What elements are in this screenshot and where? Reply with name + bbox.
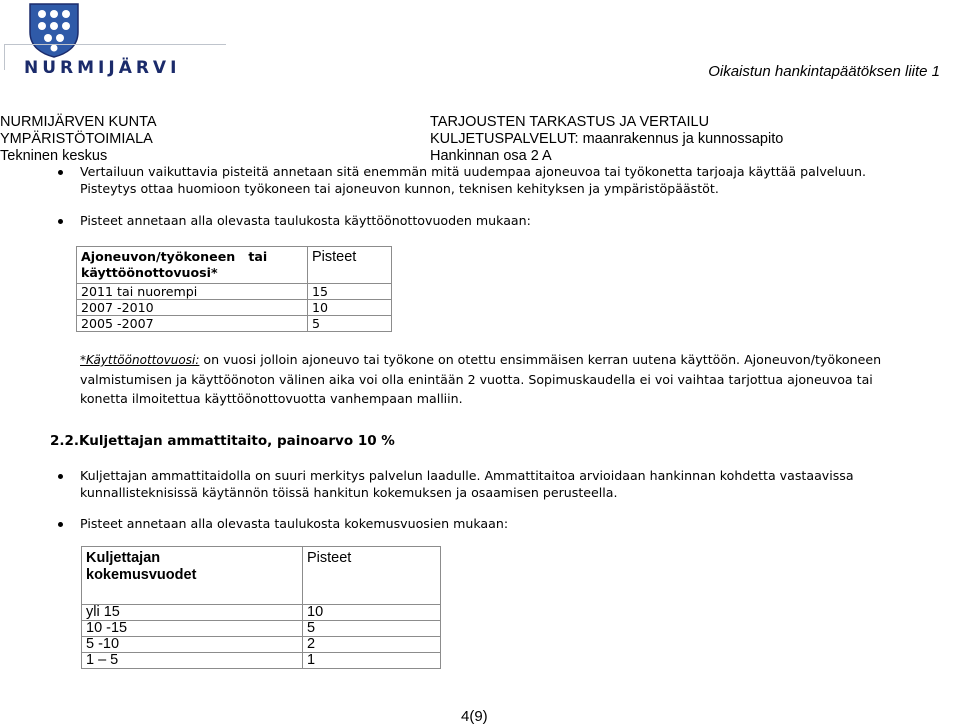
table-row	[82, 605, 441, 621]
document-annex-title: Oikaistun hankintapäätöksen liite 1	[708, 63, 940, 80]
org-name: NURMIJÄRVEN KUNTA	[0, 114, 157, 130]
section-number: 2.2.	[50, 433, 80, 449]
footnote-text: on vuosi jolloin ajoneuvo tai työkone on otettu ensimmäisen kerran uutena käyttöön. Ajoneuvon/työkoneen	[199, 352, 882, 367]
org-unit: Tekninen keskus	[0, 148, 108, 164]
paragraph-line: Pisteytys ottaa huomioon työkoneen tai ajoneuvon kunnon, teknisen kehityksen ja ympäristöpäästöt.	[80, 181, 719, 196]
section-title: Kuljettajan ammattitaito, painoarvo 10 %	[79, 433, 395, 449]
table-row	[77, 300, 392, 316]
paragraph-line: Kuljettajan ammattitaidolla on suuri merkitys palvelun laadulle. Ammattitaitoa arvioidaan hankinnan kohdetta vastaavissa	[80, 468, 854, 483]
table-cell: 10 -15	[82, 621, 303, 637]
table-header-cell	[82, 547, 303, 605]
header-text: kokemusvuodet	[86, 567, 197, 583]
paragraph-line: kunnallisteknisissä käytännön töissä hankitun kokemuksen ja osaamisen perusteella.	[80, 485, 618, 500]
table-cell: 10	[303, 605, 441, 621]
page-number: 4(9)	[461, 708, 488, 725]
driver-experience-points-table	[81, 546, 441, 669]
table-row	[82, 637, 441, 653]
vehicle-year-points-table	[76, 246, 392, 332]
bullet-dot	[58, 219, 63, 224]
footnote-label: *Käyttöönottovuosi:	[80, 353, 200, 367]
doc-title: TARJOUSTEN TARKASTUS JA VERTAILU	[430, 114, 710, 130]
paragraph-vehicle-age	[80, 163, 866, 197]
table-cell: 15	[308, 284, 392, 300]
table-cell: 5	[303, 621, 441, 637]
table-cell: 2	[303, 637, 441, 653]
paragraph-experience-intro: Pisteet annetaan alla olevasta taulukosta kokemusvuosien mukaan:	[80, 516, 509, 531]
table-cell: 5	[308, 316, 392, 332]
logo-wordmark: NURMIJÄRVI	[24, 58, 181, 78]
footnote-commissioning-year	[80, 350, 881, 408]
bullet-dot	[58, 170, 63, 175]
org-division: YMPÄRISTÖTOIMIALA	[0, 131, 153, 147]
table-row	[77, 284, 392, 300]
table-header-cell	[77, 247, 308, 284]
bullet-dot	[58, 474, 63, 479]
table-row	[82, 621, 441, 637]
section-heading	[50, 433, 395, 449]
bullet-dot	[58, 522, 63, 527]
nurmijarvi-logo	[4, 2, 226, 82]
table-header-cell: Pisteet	[303, 547, 441, 605]
table-header-row	[77, 247, 392, 284]
table-row	[82, 653, 441, 669]
coat-of-arms-icon	[28, 2, 80, 58]
header-text: Ajoneuvon/työkoneen tai	[81, 249, 268, 264]
table-header-row	[82, 547, 441, 605]
footnote-line: konetta ilmoitettua käyttöönottovuotta vanhempaan malliin.	[80, 391, 463, 406]
table-cell: 2007 -2010	[77, 300, 308, 316]
footnote-line: valmistumisen ja käyttöönoton välinen aika voi olla enintään 2 vuotta. Sopimuskaudella ei voi vaihtaa tarjottua ajoneuvoa tai	[80, 372, 873, 387]
header-text: käyttöönottovuosi*	[81, 265, 218, 280]
table-cell: 1 – 5	[82, 653, 303, 669]
paragraph-driver-skill	[80, 467, 854, 501]
footnote-line	[80, 350, 881, 370]
header-text: Kuljettajan	[86, 550, 161, 566]
table-header-cell: Pisteet	[308, 247, 392, 284]
header-right-block	[430, 114, 783, 165]
table-row	[77, 316, 392, 332]
table-cell: 1	[303, 653, 441, 669]
paragraph-points-intro: Pisteet annetaan alla olevasta taulukosta käyttöönottovuoden mukaan:	[80, 213, 531, 228]
table-cell: 2011 tai nuorempi	[77, 284, 308, 300]
table-cell: 2005 -2007	[77, 316, 308, 332]
table-cell: 10	[308, 300, 392, 316]
paragraph-line: Vertailuun vaikuttavia pisteitä annetaan sitä enemmän mitä uudempaa ajoneuvoa tai työkonetta tarjoaja käyttää palveluun.	[80, 164, 866, 179]
doc-subject: KULJETUSPALVELUT: maanrakennus ja kunnossapito	[430, 131, 784, 147]
table-cell: yli 15	[82, 605, 303, 621]
table-cell: 5 -10	[82, 637, 303, 653]
header-left-block	[0, 114, 157, 165]
doc-section: Hankinnan osa 2 A	[430, 148, 552, 164]
